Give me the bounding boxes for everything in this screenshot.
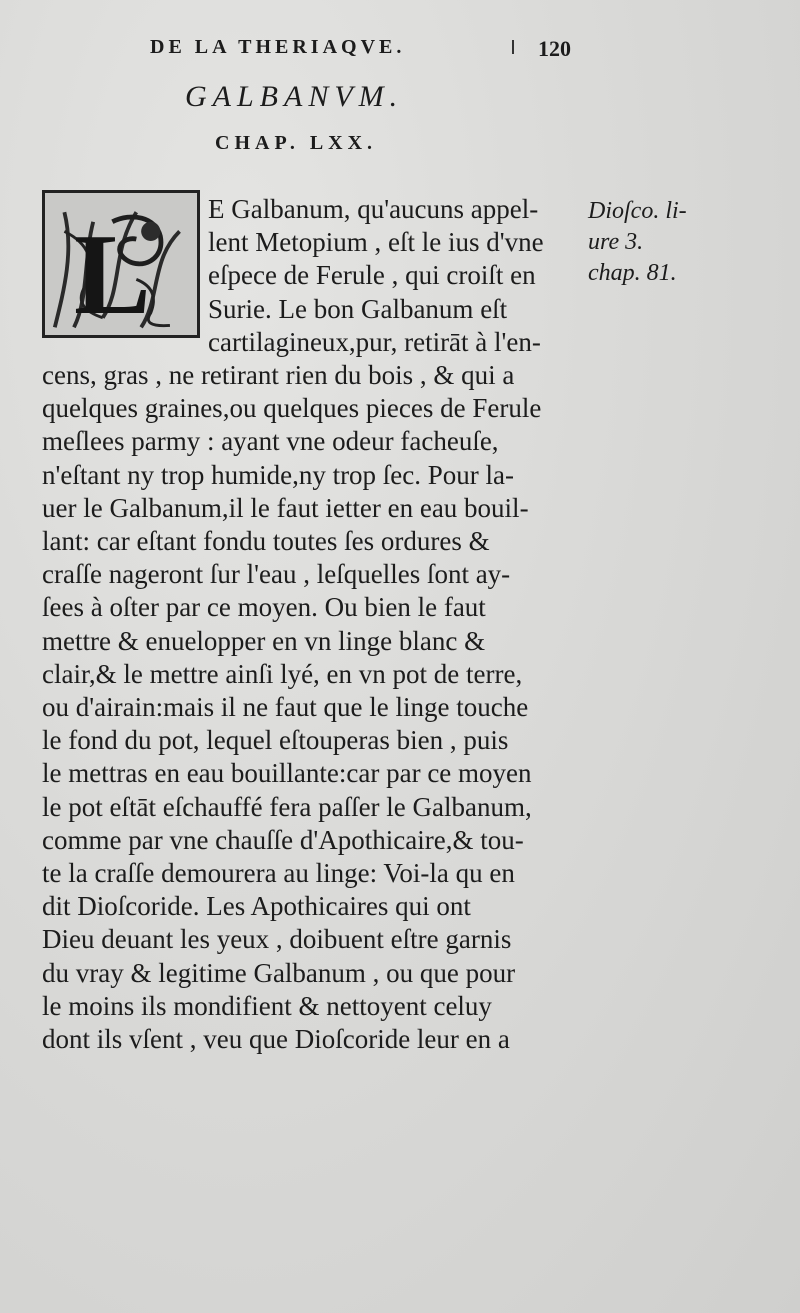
text-line: clair,& le mettre ainſi lyé, en vn pot de terre, <box>42 658 523 689</box>
margin-note: chap. 81. <box>588 260 677 286</box>
text-line: comme par vne chauſſe d'Apothicaire,& tou- <box>42 824 524 855</box>
text-line: lent Metopium , eſt le ius d'vne <box>208 227 544 258</box>
decorated-initial-l <box>42 190 200 338</box>
text-line: te la craſſe demourera au linge: Voi-la qu en <box>42 858 515 888</box>
text-line: ſees à oſter par ce moyen. Ou bien le faut <box>42 592 486 623</box>
text-line: cens, gras , ne retirant rien du bois , & qui a <box>42 360 515 390</box>
text-line: Dieu deuant les yeux , doibuent eſtre garnis <box>42 924 512 955</box>
text-line: le pot eſtāt eſchauffé fera paſſer le Galbanum, <box>42 791 532 822</box>
text-line: ou d'airain:mais il ne faut que le linge touche <box>42 692 529 722</box>
header-mark <box>512 40 514 54</box>
text-line: du vray & legitime Galbanum , ou que pour <box>42 957 516 988</box>
text-line: mettre & enuelopper en vn linge blanc & <box>42 625 486 656</box>
margin-note: ure 3. <box>588 229 644 255</box>
text-line: Surie. Le bon Galbanum eſt <box>208 293 508 324</box>
running-title: DE LA THERIAQVE. <box>150 36 406 58</box>
text-line: meſlees parmy : ayant vne odeur facheuſe, <box>42 426 499 457</box>
text-line: lant: car eſtant fondu toutes ſes ordures & <box>42 526 490 556</box>
chapter-heading: CHAP. LXX. <box>215 132 378 154</box>
text-line: dit Dioſcoride. Les Apothicaires qui ont <box>42 891 471 922</box>
text-line: eſpece de Ferule , qui croiſt en <box>208 260 536 291</box>
text-line: le fond du pot, lequel eſtouperas bien , puis <box>42 725 509 756</box>
text-line: craſſe nageront ſur l'eau , leſquelles ſont ay- <box>42 559 511 590</box>
text-line: E Galbanum, qu'aucuns appel- <box>208 194 539 224</box>
ornament-icon <box>45 193 197 335</box>
text-line: uer le Galbanum,il le faut ietter en eau bouil- <box>42 492 529 523</box>
text-line: cartilagineux,pur, retirāt à l'en- <box>208 326 541 357</box>
text-line: le moins ils mondifient & nettoyent celuy <box>42 990 492 1021</box>
margin-note: Dioſco. li- <box>588 198 687 224</box>
text-line: le mettras en eau bouillante:car par ce moyen <box>42 758 532 789</box>
section-title: GALBANVM. <box>185 80 404 113</box>
text-line: n'eſtant ny trop humide,ny trop ſec. Pour la- <box>42 459 515 490</box>
initial-letter: L <box>73 209 151 335</box>
text-line: dont ils vſent , veu que Dioſcoride leur en a <box>42 1024 510 1054</box>
page-number: 120 <box>538 36 571 61</box>
text-line: quelques graines,ou quelques pieces de Ferule <box>42 393 542 424</box>
